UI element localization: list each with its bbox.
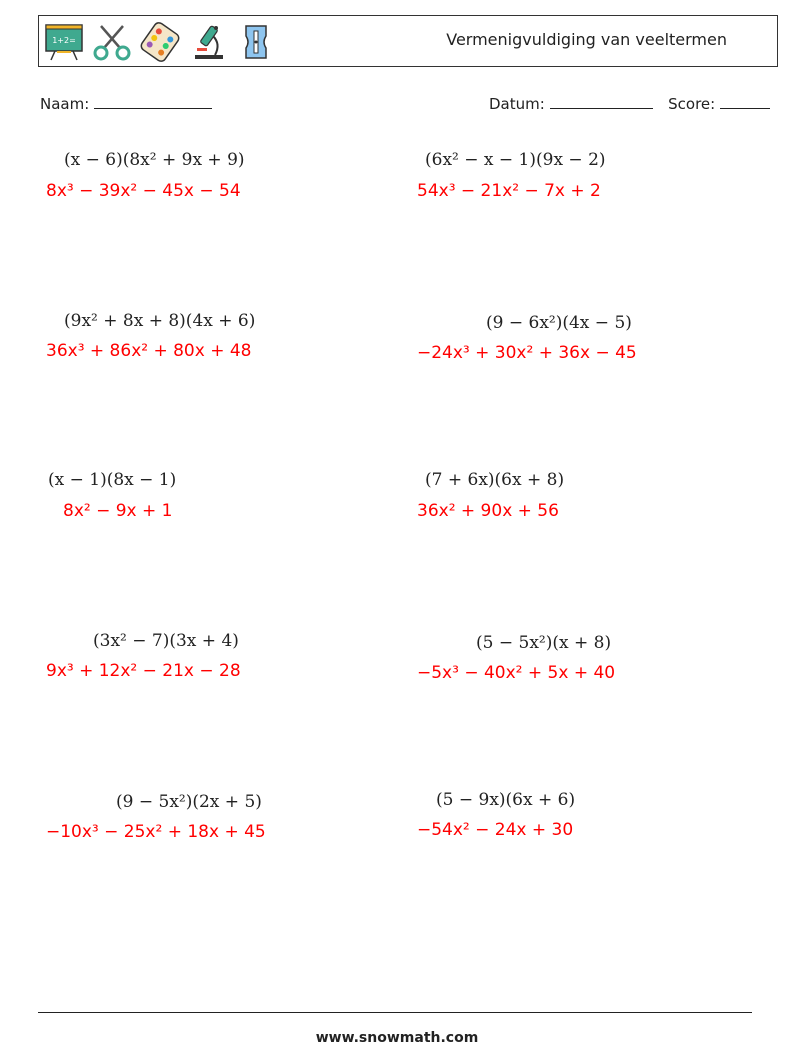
problem-7-answer: 9x³ + 12x² − 21x − 28 [46, 661, 241, 681]
problem-5-answer: 8x² − 9x + 1 [63, 501, 173, 521]
problem-3-question: (9x² + 8x + 8)(4x + 6) [64, 311, 256, 331]
problem-8-question: (5 − 5x²)(x + 8) [476, 633, 612, 653]
name-field [40, 94, 212, 113]
problem-2-question: (6x² − x − 1)(9x − 2) [425, 150, 606, 170]
chalkboard-icon [43, 22, 85, 62]
problem-1-question: (x − 6)(8x² + 9x + 9) [64, 150, 245, 170]
problem-7-question: (3x² − 7)(3x + 4) [93, 631, 239, 651]
problem-6-question: (7 + 6x)(6x + 8) [425, 470, 565, 490]
worksheet-header [38, 15, 778, 67]
footer-divider [38, 1012, 752, 1013]
date-label: Datum: [489, 95, 545, 113]
score-blank[interactable] [720, 94, 770, 109]
header-icons [43, 22, 277, 62]
problem-6-answer: 36x² + 90x + 56 [417, 501, 559, 521]
problem-9-question: (9 − 5x²)(2x + 5) [116, 792, 262, 812]
problem-4-question: (9 − 6x²)(4x − 5) [486, 313, 632, 333]
scissors-icon [91, 22, 133, 62]
problem-10-answer: −54x² − 24x + 30 [417, 820, 574, 840]
problem-9-answer: −10x³ − 25x² + 18x + 45 [46, 822, 266, 842]
problem-1-answer: 8x³ − 39x² − 45x − 54 [46, 181, 241, 201]
name-blank[interactable] [94, 94, 212, 109]
score-label: Score: [668, 95, 716, 113]
problem-3-answer: 36x³ + 86x² + 80x + 48 [46, 341, 252, 361]
problem-4-answer: −24x³ + 30x² + 36x − 45 [417, 343, 637, 363]
name-label: Naam: [40, 95, 90, 113]
chalkboard-text: 1+2= [52, 36, 76, 45]
problem-5-question: (x − 1)(8x − 1) [48, 470, 177, 490]
footer-url[interactable]: www.snowmath.com [315, 1030, 479, 1046]
paint-palette-icon [139, 22, 181, 62]
date-score-fields [489, 94, 770, 113]
pencil-sharpener-icon [235, 22, 277, 62]
microscope-icon [187, 22, 229, 62]
problem-2-answer: 54x³ − 21x² − 7x + 2 [417, 181, 601, 201]
problem-8-answer: −5x³ − 40x² + 5x + 40 [417, 663, 616, 683]
problem-10-question: (5 − 9x)(6x + 6) [436, 790, 576, 810]
worksheet-title: Vermenigvuldiging van veeltermen [446, 30, 727, 49]
date-blank[interactable] [550, 94, 653, 109]
